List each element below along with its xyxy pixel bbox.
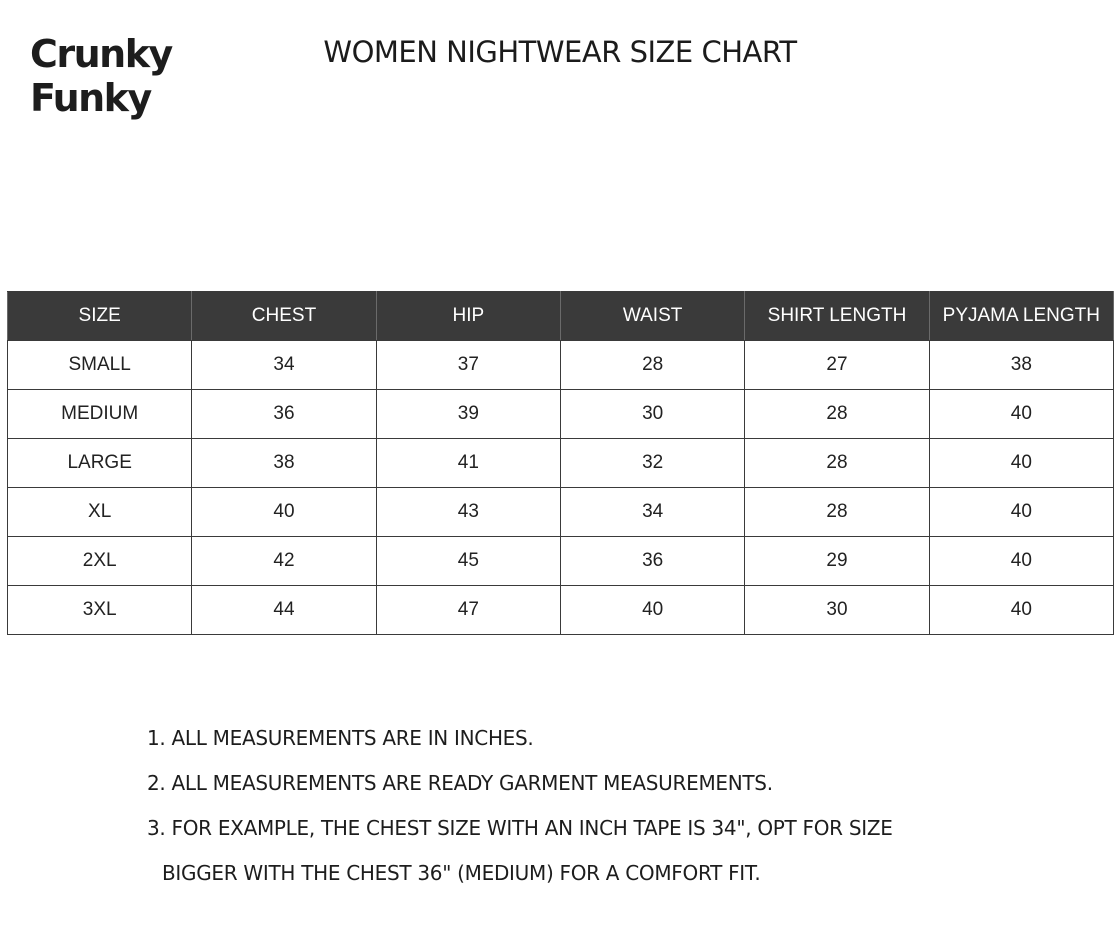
table-cell-chest: 34 (192, 341, 376, 390)
table-row (8, 488, 1114, 537)
table-cell-shirt-length: 28 (745, 488, 929, 537)
note-item: 3. FOR EXAMPLE, THE CHEST SIZE WITH AN INCH TAPE IS 34", OPT FOR SIZE (147, 816, 893, 840)
table-cell-waist: 30 (560, 390, 744, 439)
table-cell-pyjama-length: 40 (929, 390, 1113, 439)
table-row (8, 341, 1114, 390)
table-cell-chest: 38 (192, 439, 376, 488)
column-header-chest: CHEST (192, 292, 376, 341)
table-cell-shirt-length: 29 (745, 537, 929, 586)
table-cell-waist: 28 (560, 341, 744, 390)
table-cell-waist: 32 (560, 439, 744, 488)
table-cell-size: LARGE (8, 439, 192, 488)
table-cell-chest: 44 (192, 586, 376, 635)
table-row (8, 439, 1114, 488)
measurement-notes (147, 716, 1047, 896)
table-cell-pyjama-length: 40 (929, 488, 1113, 537)
table-cell-waist: 34 (560, 488, 744, 537)
note-item-continuation: BIGGER WITH THE CHEST 36" (MEDIUM) FOR A COMFORT FIT. (162, 861, 761, 885)
table-cell-hip: 47 (376, 586, 560, 635)
table-cell-hip: 41 (376, 439, 560, 488)
page-title: WOMEN NIGHTWEAR SIZE CHART (323, 35, 797, 69)
table-cell-hip: 43 (376, 488, 560, 537)
table-cell-pyjama-length: 40 (929, 586, 1113, 635)
column-header-shirt-length: SHIRT LENGTH (745, 292, 929, 341)
table-cell-hip: 37 (376, 341, 560, 390)
table-cell-shirt-length: 28 (745, 390, 929, 439)
table-cell-size: SMALL (8, 341, 192, 390)
table-cell-chest: 40 (192, 488, 376, 537)
table-row (8, 537, 1114, 586)
table-cell-shirt-length: 28 (745, 439, 929, 488)
table-header-row (8, 292, 1114, 341)
table-cell-size: MEDIUM (8, 390, 192, 439)
table-cell-pyjama-length: 40 (929, 439, 1113, 488)
note-item: 1. ALL MEASUREMENTS ARE IN INCHES. (147, 726, 534, 750)
column-header-pyjama-length: PYJAMA LENGTH (929, 292, 1113, 341)
table-row (8, 586, 1114, 635)
table-cell-waist: 40 (560, 586, 744, 635)
size-chart-table (7, 291, 1114, 635)
column-header-hip: HIP (376, 292, 560, 341)
table-cell-size: 3XL (8, 586, 192, 635)
table-cell-chest: 42 (192, 537, 376, 586)
table-row (8, 390, 1114, 439)
table-cell-hip: 45 (376, 537, 560, 586)
table-cell-pyjama-length: 40 (929, 537, 1113, 586)
table-cell-shirt-length: 27 (745, 341, 929, 390)
column-header-size: SIZE (8, 292, 192, 341)
column-header-waist: WAIST (560, 292, 744, 341)
brand-logo-line2: Funky (30, 76, 151, 120)
table-cell-size: 2XL (8, 537, 192, 586)
table-cell-size: XL (8, 488, 192, 537)
brand-logo-line1: Crunky (30, 32, 172, 76)
table-cell-chest: 36 (192, 390, 376, 439)
table-cell-shirt-length: 30 (745, 586, 929, 635)
table-cell-pyjama-length: 38 (929, 341, 1113, 390)
table-cell-hip: 39 (376, 390, 560, 439)
note-item: 2. ALL MEASUREMENTS ARE READY GARMENT MEASUREMENTS. (147, 771, 773, 795)
table-cell-waist: 36 (560, 537, 744, 586)
